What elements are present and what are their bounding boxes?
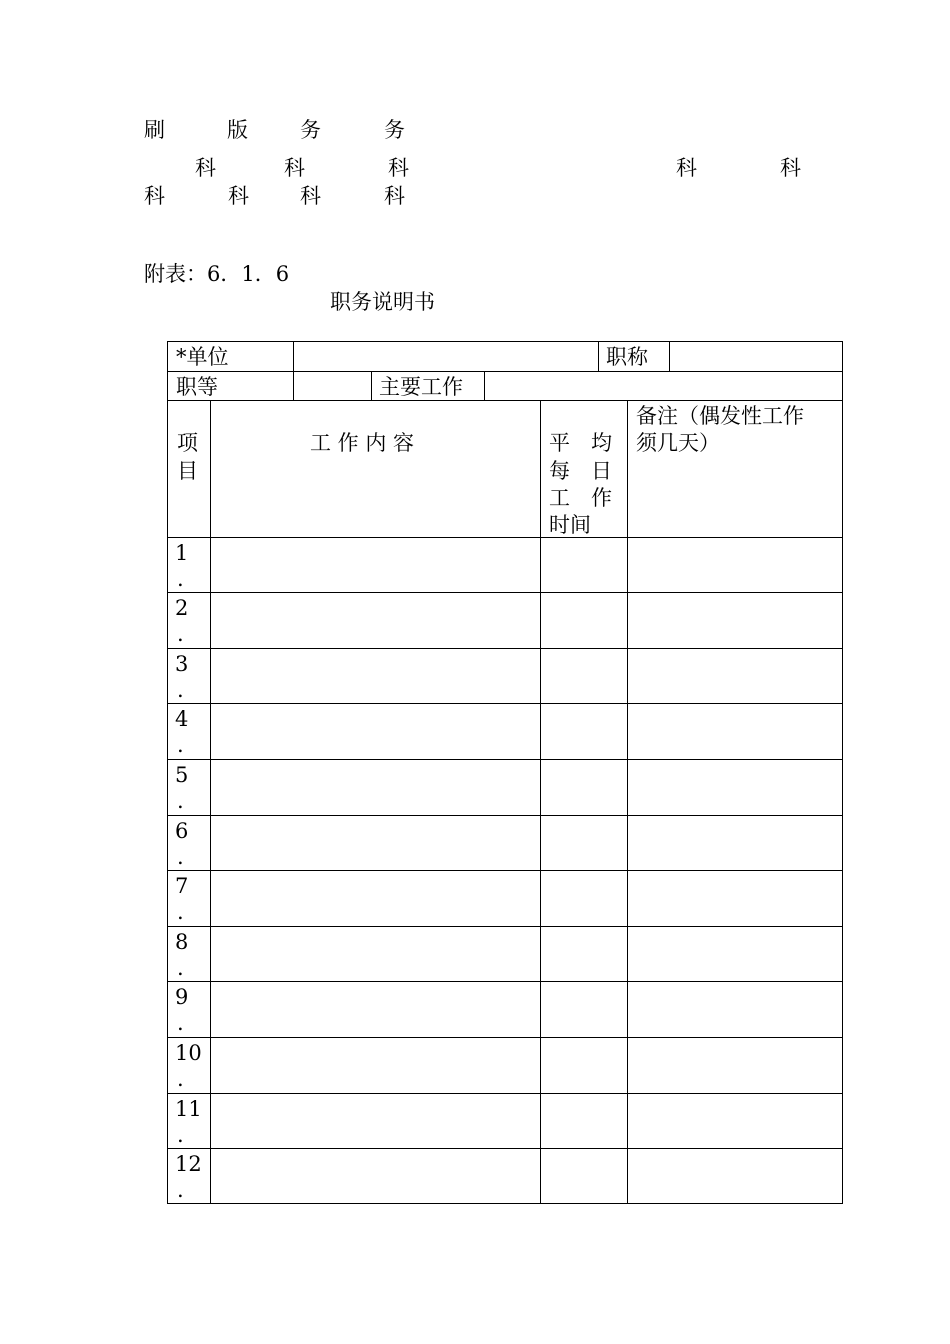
header-char: 务 [300, 118, 321, 142]
col-note-line: 须几天） [636, 431, 720, 455]
row-time-cell[interactable] [541, 760, 627, 814]
appendix-label: 附表：6．1．6 [144, 262, 290, 286]
row-number-dot: . [177, 1178, 184, 1202]
row-number: 10 [175, 1041, 202, 1065]
row-content-cell[interactable] [211, 982, 540, 1036]
row-content-cell[interactable] [211, 1094, 540, 1148]
main-work-field[interactable] [485, 372, 842, 400]
header-char: 科 [195, 156, 216, 180]
row-time-cell[interactable] [541, 816, 627, 870]
row-note-cell[interactable] [628, 927, 842, 981]
unit-field[interactable] [294, 342, 598, 371]
header-char: 科 [388, 156, 409, 180]
row-content-cell[interactable] [211, 1149, 540, 1203]
header-char: 科 [780, 156, 801, 180]
row-note-cell[interactable] [628, 816, 842, 870]
row-time-cell[interactable] [541, 1038, 627, 1092]
row-time-cell[interactable] [541, 538, 627, 592]
col-time-line: 每 日 [549, 459, 612, 483]
row-number: 2 [175, 596, 189, 620]
row-number: 6 [175, 819, 189, 843]
row-number-dot: . [177, 1067, 184, 1091]
row-number: 9 [175, 985, 189, 1009]
row-content-cell[interactable] [211, 927, 540, 981]
document-title: 职务说明书 [330, 290, 435, 314]
row-number-dot: . [177, 622, 184, 646]
row-content-cell[interactable] [211, 538, 540, 592]
row-number-dot: . [177, 789, 184, 813]
col-content-header: 工 作 内 容 [310, 431, 415, 455]
row-number: 5 [175, 763, 189, 787]
grade-label: 职等 [176, 375, 218, 399]
row-number: 7 [175, 874, 189, 898]
job-title-label: 职称 [606, 345, 648, 369]
row-content-cell[interactable] [211, 871, 540, 925]
row-number: 4 [175, 707, 189, 731]
row-note-cell[interactable] [628, 1149, 842, 1203]
row-note-cell[interactable] [628, 1038, 842, 1092]
header-char: 科 [228, 184, 249, 208]
row-number-dot: . [177, 1123, 184, 1147]
row-number-dot: . [177, 956, 184, 980]
row-number: 12 [175, 1152, 202, 1176]
row-note-cell[interactable] [628, 704, 842, 758]
row-note-cell[interactable] [628, 593, 842, 647]
col-time-line: 工 作 [549, 486, 612, 510]
row-time-cell[interactable] [541, 649, 627, 703]
row-number-dot: . [177, 678, 184, 702]
row-time-cell[interactable] [541, 704, 627, 758]
grade-field[interactable] [294, 372, 371, 400]
header-char: 科 [284, 156, 305, 180]
row-time-cell[interactable] [541, 982, 627, 1036]
col-item-char: 项 [177, 431, 198, 455]
header-char: 版 [227, 118, 248, 142]
row-time-cell[interactable] [541, 1094, 627, 1148]
row-content-cell[interactable] [211, 649, 540, 703]
row-time-cell[interactable] [541, 871, 627, 925]
row-content-cell[interactable] [211, 760, 540, 814]
row-number-dot: . [177, 567, 184, 591]
row-note-cell[interactable] [628, 982, 842, 1036]
row-content-cell[interactable] [211, 704, 540, 758]
row-number: 1 [175, 541, 189, 565]
row-note-cell[interactable] [628, 538, 842, 592]
header-char: 刷 [144, 118, 165, 142]
main-work-label: 主要工作 [379, 375, 463, 399]
row-number-dot: . [177, 733, 184, 757]
col-time-line: 时间 [549, 513, 591, 537]
col-item-char: 目 [177, 459, 198, 483]
row-time-cell[interactable] [541, 1149, 627, 1203]
col-time-line: 平 均 [549, 431, 612, 455]
row-content-cell[interactable] [211, 1038, 540, 1092]
row-time-cell[interactable] [541, 593, 627, 647]
col-note-line: 备注（偶发性工作 [636, 404, 804, 428]
row-note-cell[interactable] [628, 760, 842, 814]
header-char: 科 [144, 184, 165, 208]
row-note-cell[interactable] [628, 1094, 842, 1148]
job-title-field[interactable] [670, 342, 842, 371]
row-number: 11 [175, 1097, 202, 1121]
header-char: 科 [676, 156, 697, 180]
header-char: 科 [384, 184, 405, 208]
row-note-cell[interactable] [628, 649, 842, 703]
row-number-dot: . [177, 845, 184, 869]
row-number: 3 [175, 652, 189, 676]
header-char: 务 [384, 118, 405, 142]
unit-label: *单位 [176, 345, 229, 369]
row-note-cell[interactable] [628, 871, 842, 925]
row-number-dot: . [177, 900, 184, 924]
row-number: 8 [175, 930, 189, 954]
row-content-cell[interactable] [211, 816, 540, 870]
row-number-dot: . [177, 1011, 184, 1035]
row-content-cell[interactable] [211, 593, 540, 647]
header-char: 科 [300, 184, 321, 208]
row-time-cell[interactable] [541, 927, 627, 981]
